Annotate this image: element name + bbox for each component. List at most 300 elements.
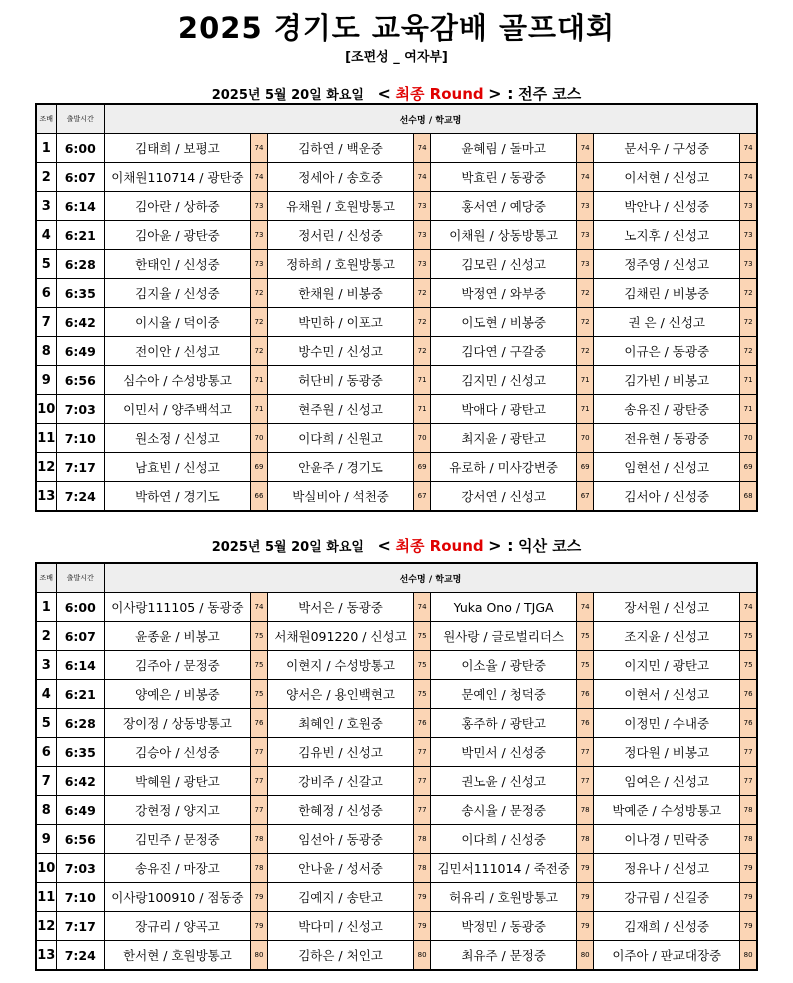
player-score: 73 <box>740 250 757 279</box>
player-score: 76 <box>740 709 757 738</box>
schedule-table-iksan <box>35 562 758 971</box>
player-score: 80 <box>577 941 594 971</box>
player-school: 박예준 / 수성방통고 <box>594 796 740 825</box>
player-school: 이서현 / 신성고 <box>594 163 740 192</box>
player-school: Yuka Ono / TJGA <box>431 593 577 622</box>
player-school: 김가빈 / 비봉고 <box>594 366 740 395</box>
player-school: 최유주 / 문정중 <box>431 941 577 971</box>
player-school: 박민서 / 신성중 <box>431 738 577 767</box>
player-school: 이나경 / 민락중 <box>594 825 740 854</box>
player-score: 78 <box>740 825 757 854</box>
player-score: 70 <box>577 424 594 453</box>
tee-time: 6:42 <box>56 308 104 337</box>
group-number: 4 <box>36 221 56 250</box>
player-score: 78 <box>250 825 267 854</box>
player-school: 박안나 / 신성중 <box>594 192 740 221</box>
player-score: 77 <box>250 796 267 825</box>
tee-time: 6:14 <box>56 192 104 221</box>
player-school: 정다원 / 비봉고 <box>594 738 740 767</box>
player-score: 74 <box>414 134 431 163</box>
group-number: 3 <box>36 192 56 221</box>
group-number: 7 <box>36 767 56 796</box>
player-score: 75 <box>577 651 594 680</box>
player-score: 75 <box>250 622 267 651</box>
player-school: 김민서111014 / 죽전중 <box>431 854 577 883</box>
group-number: 4 <box>36 680 56 709</box>
player-score: 74 <box>414 163 431 192</box>
player-score: 73 <box>577 250 594 279</box>
tee-time: 7:10 <box>56 424 104 453</box>
player-score: 74 <box>250 163 267 192</box>
tee-time: 6:00 <box>56 134 104 163</box>
group-number: 11 <box>36 424 56 453</box>
player-school: 임여은 / 신성고 <box>594 767 740 796</box>
player-school: 정하희 / 호원방통고 <box>268 250 414 279</box>
player-score: 73 <box>577 221 594 250</box>
player-school: 박정민 / 동광중 <box>431 912 577 941</box>
player-school: 임선아 / 동광중 <box>268 825 414 854</box>
player-school: 전유현 / 동광중 <box>594 424 740 453</box>
schedule-table-jeonju <box>35 103 758 512</box>
player-school: 전이안 / 신성고 <box>104 337 250 366</box>
table-row <box>36 424 757 453</box>
player-score: 77 <box>414 796 431 825</box>
group-number: 5 <box>36 250 56 279</box>
group-number: 12 <box>36 453 56 482</box>
table-row <box>36 279 757 308</box>
player-score: 74 <box>577 134 594 163</box>
player-school: 김민주 / 문정중 <box>104 825 250 854</box>
player-score: 73 <box>250 250 267 279</box>
tee-time: 6:07 <box>56 622 104 651</box>
player-score: 72 <box>250 279 267 308</box>
player-school: 방수민 / 신성고 <box>268 337 414 366</box>
player-school: 양예은 / 비봉중 <box>104 680 250 709</box>
tee-time: 6:28 <box>56 250 104 279</box>
player-score: 74 <box>250 593 267 622</box>
player-score: 79 <box>740 854 757 883</box>
player-score: 71 <box>250 395 267 424</box>
page-subtitle: [조편성 _ 여자부] <box>345 50 448 65</box>
group-number: 1 <box>36 134 56 163</box>
player-score: 69 <box>740 453 757 482</box>
table-row <box>36 796 757 825</box>
player-school: 이규은 / 동광중 <box>594 337 740 366</box>
player-score: 67 <box>414 482 431 512</box>
round-date: 2025년 5월 20일 화요일 <box>211 540 364 555</box>
table-row <box>36 308 757 337</box>
table-row <box>36 680 757 709</box>
player-score: 77 <box>414 738 431 767</box>
player-score: 71 <box>740 395 757 424</box>
player-score: 67 <box>577 482 594 512</box>
player-school: 이현서 / 신성고 <box>594 680 740 709</box>
player-school: 장규리 / 양곡고 <box>104 912 250 941</box>
player-school: 이주아 / 판교대장중 <box>594 941 740 971</box>
close-bracket: > : <box>488 84 514 103</box>
close-bracket: > : <box>488 536 514 555</box>
player-score: 79 <box>414 912 431 941</box>
player-school: 박혜원 / 광탄고 <box>104 767 250 796</box>
player-score: 80 <box>740 941 757 971</box>
players-header: 선수명 / 학교명 <box>104 563 757 593</box>
player-score: 78 <box>414 854 431 883</box>
player-school: 현주원 / 신성고 <box>268 395 414 424</box>
player-school: 김아란 / 상하중 <box>104 192 250 221</box>
table-row <box>36 941 757 971</box>
tee-time: 6:42 <box>56 767 104 796</box>
player-score: 72 <box>250 308 267 337</box>
player-score: 78 <box>250 854 267 883</box>
player-school: 한태인 / 신성중 <box>104 250 250 279</box>
player-score: 75 <box>250 680 267 709</box>
player-school: 김지율 / 신성중 <box>104 279 250 308</box>
tee-time: 6:49 <box>56 796 104 825</box>
round-label: 최종 Round <box>395 85 484 103</box>
open-bracket: < <box>377 536 391 555</box>
player-school: 김아윤 / 광탄중 <box>104 221 250 250</box>
group-header: 조배 <box>36 563 56 593</box>
tee-time: 6:07 <box>56 163 104 192</box>
player-score: 66 <box>250 482 267 512</box>
player-school: 조지윤 / 신성고 <box>594 622 740 651</box>
player-score: 78 <box>740 796 757 825</box>
player-score: 78 <box>577 825 594 854</box>
player-score: 77 <box>250 767 267 796</box>
player-school: 강현정 / 양지고 <box>104 796 250 825</box>
player-school: 이도현 / 비봉중 <box>431 308 577 337</box>
player-score: 71 <box>577 395 594 424</box>
table-row <box>36 912 757 941</box>
group-number: 2 <box>36 163 56 192</box>
player-score: 69 <box>577 453 594 482</box>
player-score: 72 <box>414 337 431 366</box>
tee-time: 7:03 <box>56 395 104 424</box>
player-school: 홍서연 / 예당중 <box>431 192 577 221</box>
player-school: 양서은 / 용인백현고 <box>268 680 414 709</box>
player-score: 80 <box>414 941 431 971</box>
tee-time: 7:17 <box>56 912 104 941</box>
player-score: 71 <box>250 366 267 395</box>
player-school: 박민하 / 이포고 <box>268 308 414 337</box>
player-score: 75 <box>740 622 757 651</box>
player-school: 송유진 / 광탄중 <box>594 395 740 424</box>
group-number: 13 <box>36 482 56 512</box>
player-school: 박정연 / 와부중 <box>431 279 577 308</box>
player-score: 72 <box>414 308 431 337</box>
player-school: 김채린 / 비봉중 <box>594 279 740 308</box>
tee-time: 7:03 <box>56 854 104 883</box>
player-score: 79 <box>250 912 267 941</box>
group-number: 5 <box>36 709 56 738</box>
group-number: 6 <box>36 738 56 767</box>
player-score: 68 <box>740 482 757 512</box>
player-school: 김주아 / 문정중 <box>104 651 250 680</box>
group-number: 9 <box>36 366 56 395</box>
player-school: 임현선 / 신성고 <box>594 453 740 482</box>
player-school: 강서연 / 신성고 <box>431 482 577 512</box>
player-school: 유로하 / 미사강변중 <box>431 453 577 482</box>
player-score: 79 <box>740 912 757 941</box>
group-number: 8 <box>36 796 56 825</box>
player-school: 한서현 / 호원방통고 <box>104 941 250 971</box>
tee-time: 6:28 <box>56 709 104 738</box>
player-score: 71 <box>740 366 757 395</box>
player-school: 허단비 / 동광중 <box>268 366 414 395</box>
section-heading-iksan <box>0 535 793 556</box>
table-row <box>36 134 757 163</box>
player-score: 79 <box>577 912 594 941</box>
player-score: 79 <box>740 883 757 912</box>
player-score: 78 <box>577 796 594 825</box>
player-school: 정유나 / 신성고 <box>594 854 740 883</box>
player-score: 71 <box>577 366 594 395</box>
player-school: 한혜정 / 신성중 <box>268 796 414 825</box>
player-score: 76 <box>250 709 267 738</box>
player-score: 73 <box>740 192 757 221</box>
table-row <box>36 767 757 796</box>
player-score: 75 <box>250 651 267 680</box>
table-row <box>36 883 757 912</box>
player-school: 박하연 / 경기도 <box>104 482 250 512</box>
group-number: 1 <box>36 593 56 622</box>
player-school: 김유빈 / 신성고 <box>268 738 414 767</box>
tee-time: 7:17 <box>56 453 104 482</box>
table-row <box>36 651 757 680</box>
table-header-row <box>36 563 757 593</box>
group-number: 3 <box>36 651 56 680</box>
player-school: 이다희 / 신원고 <box>268 424 414 453</box>
players-header: 선수명 / 학교명 <box>104 104 757 134</box>
tee-time: 6:14 <box>56 651 104 680</box>
player-score: 72 <box>740 308 757 337</box>
player-score: 76 <box>577 709 594 738</box>
player-score: 74 <box>740 134 757 163</box>
player-school: 한채원 / 비봉중 <box>268 279 414 308</box>
table-row <box>36 854 757 883</box>
player-school: 김서아 / 신성중 <box>594 482 740 512</box>
group-number: 10 <box>36 854 56 883</box>
player-score: 72 <box>577 337 594 366</box>
player-score: 70 <box>740 424 757 453</box>
player-school: 최혜인 / 호원중 <box>268 709 414 738</box>
player-score: 77 <box>577 738 594 767</box>
player-score: 75 <box>740 651 757 680</box>
player-school: 문예인 / 청덕중 <box>431 680 577 709</box>
table-row <box>36 163 757 192</box>
tee-time: 6:49 <box>56 337 104 366</box>
table-row <box>36 482 757 512</box>
player-school: 이채원 / 상동방통고 <box>431 221 577 250</box>
player-school: 박다미 / 신성고 <box>268 912 414 941</box>
player-school: 박실비아 / 석천중 <box>268 482 414 512</box>
player-school: 이민서 / 양주백석고 <box>104 395 250 424</box>
player-score: 72 <box>250 337 267 366</box>
player-school: 이사랑111105 / 동광중 <box>104 593 250 622</box>
player-score: 77 <box>414 767 431 796</box>
player-score: 77 <box>577 767 594 796</box>
player-school: 안윤주 / 경기도 <box>268 453 414 482</box>
player-score: 73 <box>740 221 757 250</box>
player-score: 76 <box>740 680 757 709</box>
course-name: 전주 코스 <box>518 85 582 103</box>
table-row <box>36 593 757 622</box>
player-school: 노지후 / 신성고 <box>594 221 740 250</box>
tee-time: 7:24 <box>56 941 104 971</box>
tee-time: 6:35 <box>56 738 104 767</box>
round-label: 최종 Round <box>395 537 484 555</box>
player-school: 김승아 / 신성중 <box>104 738 250 767</box>
player-school: 김다연 / 구갈중 <box>431 337 577 366</box>
player-score: 73 <box>250 192 267 221</box>
player-score: 73 <box>414 192 431 221</box>
player-school: 정주영 / 신성고 <box>594 250 740 279</box>
player-school: 김하연 / 백운중 <box>268 134 414 163</box>
open-bracket: < <box>377 84 391 103</box>
player-score: 72 <box>740 279 757 308</box>
table-row <box>36 395 757 424</box>
player-score: 74 <box>577 163 594 192</box>
player-score: 74 <box>740 163 757 192</box>
player-school: 안나윤 / 성서중 <box>268 854 414 883</box>
player-school: 김태희 / 보평고 <box>104 134 250 163</box>
player-score: 73 <box>250 221 267 250</box>
section-heading-jeonju <box>0 83 793 104</box>
player-score: 75 <box>414 622 431 651</box>
player-score: 69 <box>250 453 267 482</box>
player-score: 72 <box>577 308 594 337</box>
tee-time: 6:21 <box>56 221 104 250</box>
player-score: 74 <box>740 593 757 622</box>
player-score: 77 <box>740 738 757 767</box>
player-school: 남효빈 / 신성고 <box>104 453 250 482</box>
player-school: 김지민 / 신성고 <box>431 366 577 395</box>
group-number: 10 <box>36 395 56 424</box>
player-school: 이현지 / 수성방통고 <box>268 651 414 680</box>
page-title: 2025 경기도 교육감배 골프대회 <box>177 11 616 45</box>
table-row <box>36 453 757 482</box>
player-score: 73 <box>414 250 431 279</box>
player-school: 송시율 / 문정중 <box>431 796 577 825</box>
table-row <box>36 709 757 738</box>
player-school: 권 은 / 신성고 <box>594 308 740 337</box>
player-score: 72 <box>740 337 757 366</box>
player-school: 이지민 / 광탄고 <box>594 651 740 680</box>
player-score: 71 <box>414 366 431 395</box>
player-school: 박서은 / 동광중 <box>268 593 414 622</box>
player-score: 74 <box>250 134 267 163</box>
player-school: 이정민 / 수내중 <box>594 709 740 738</box>
player-school: 박효린 / 동광중 <box>431 163 577 192</box>
table-row <box>36 622 757 651</box>
player-school: 원소정 / 신성고 <box>104 424 250 453</box>
group-number: 7 <box>36 308 56 337</box>
tee-time: 6:56 <box>56 825 104 854</box>
player-score: 76 <box>414 709 431 738</box>
player-score: 71 <box>414 395 431 424</box>
player-school: 권노윤 / 신성고 <box>431 767 577 796</box>
player-school: 장서원 / 신성고 <box>594 593 740 622</box>
player-school: 홍주하 / 광탄고 <box>431 709 577 738</box>
player-school: 정서린 / 신성중 <box>268 221 414 250</box>
player-score: 70 <box>414 424 431 453</box>
player-school: 허유리 / 호원방통고 <box>431 883 577 912</box>
player-school: 유채원 / 호원방통고 <box>268 192 414 221</box>
group-header: 조배 <box>36 104 56 134</box>
player-score: 76 <box>577 680 594 709</box>
player-school: 윤종윤 / 비봉고 <box>104 622 250 651</box>
player-school: 김모린 / 신성고 <box>431 250 577 279</box>
group-number: 2 <box>36 622 56 651</box>
player-score: 73 <box>414 221 431 250</box>
course-name: 익산 코스 <box>518 537 582 555</box>
player-school: 윤혜림 / 돌마고 <box>431 134 577 163</box>
player-score: 77 <box>250 738 267 767</box>
table-row <box>36 250 757 279</box>
player-school: 강규림 / 신길중 <box>594 883 740 912</box>
player-score: 79 <box>577 854 594 883</box>
player-school: 김재희 / 신성중 <box>594 912 740 941</box>
player-score: 75 <box>414 651 431 680</box>
player-school: 최지윤 / 광탄고 <box>431 424 577 453</box>
tee-time: 7:10 <box>56 883 104 912</box>
player-school: 이시율 / 덕이중 <box>104 308 250 337</box>
player-school: 이소율 / 광탄중 <box>431 651 577 680</box>
player-score: 74 <box>577 593 594 622</box>
player-score: 75 <box>577 622 594 651</box>
time-header: 출발시간 <box>56 563 104 593</box>
table-row <box>36 221 757 250</box>
player-score: 79 <box>414 883 431 912</box>
player-school: 송유진 / 마장고 <box>104 854 250 883</box>
tee-time: 7:24 <box>56 482 104 512</box>
player-score: 75 <box>414 680 431 709</box>
group-number: 12 <box>36 912 56 941</box>
player-score: 79 <box>250 883 267 912</box>
table-row <box>36 825 757 854</box>
player-school: 장이정 / 상동방통고 <box>104 709 250 738</box>
table-row <box>36 337 757 366</box>
table-row <box>36 192 757 221</box>
player-school: 심수아 / 수성방통고 <box>104 366 250 395</box>
player-score: 74 <box>414 593 431 622</box>
tee-time: 6:56 <box>56 366 104 395</box>
player-score: 72 <box>414 279 431 308</box>
player-school: 이채원110714 / 광탄중 <box>104 163 250 192</box>
table-header-row <box>36 104 757 134</box>
player-school: 이사랑100910 / 점동중 <box>104 883 250 912</box>
table-row <box>36 366 757 395</box>
player-school: 문서우 / 구성중 <box>594 134 740 163</box>
player-score: 78 <box>414 825 431 854</box>
player-school: 원사랑 / 글로벌리더스 <box>431 622 577 651</box>
player-school: 이다희 / 신성중 <box>431 825 577 854</box>
player-score: 79 <box>577 883 594 912</box>
player-school: 정세아 / 송호중 <box>268 163 414 192</box>
player-school: 서채원091220 / 신성고 <box>268 622 414 651</box>
player-school: 김예지 / 송탄고 <box>268 883 414 912</box>
table-row <box>36 738 757 767</box>
player-school: 박애다 / 광탄고 <box>431 395 577 424</box>
group-number: 8 <box>36 337 56 366</box>
player-school: 강비주 / 신갈고 <box>268 767 414 796</box>
player-score: 70 <box>250 424 267 453</box>
group-number: 13 <box>36 941 56 971</box>
player-score: 80 <box>250 941 267 971</box>
group-number: 9 <box>36 825 56 854</box>
player-score: 73 <box>577 192 594 221</box>
time-header: 출발시간 <box>56 104 104 134</box>
